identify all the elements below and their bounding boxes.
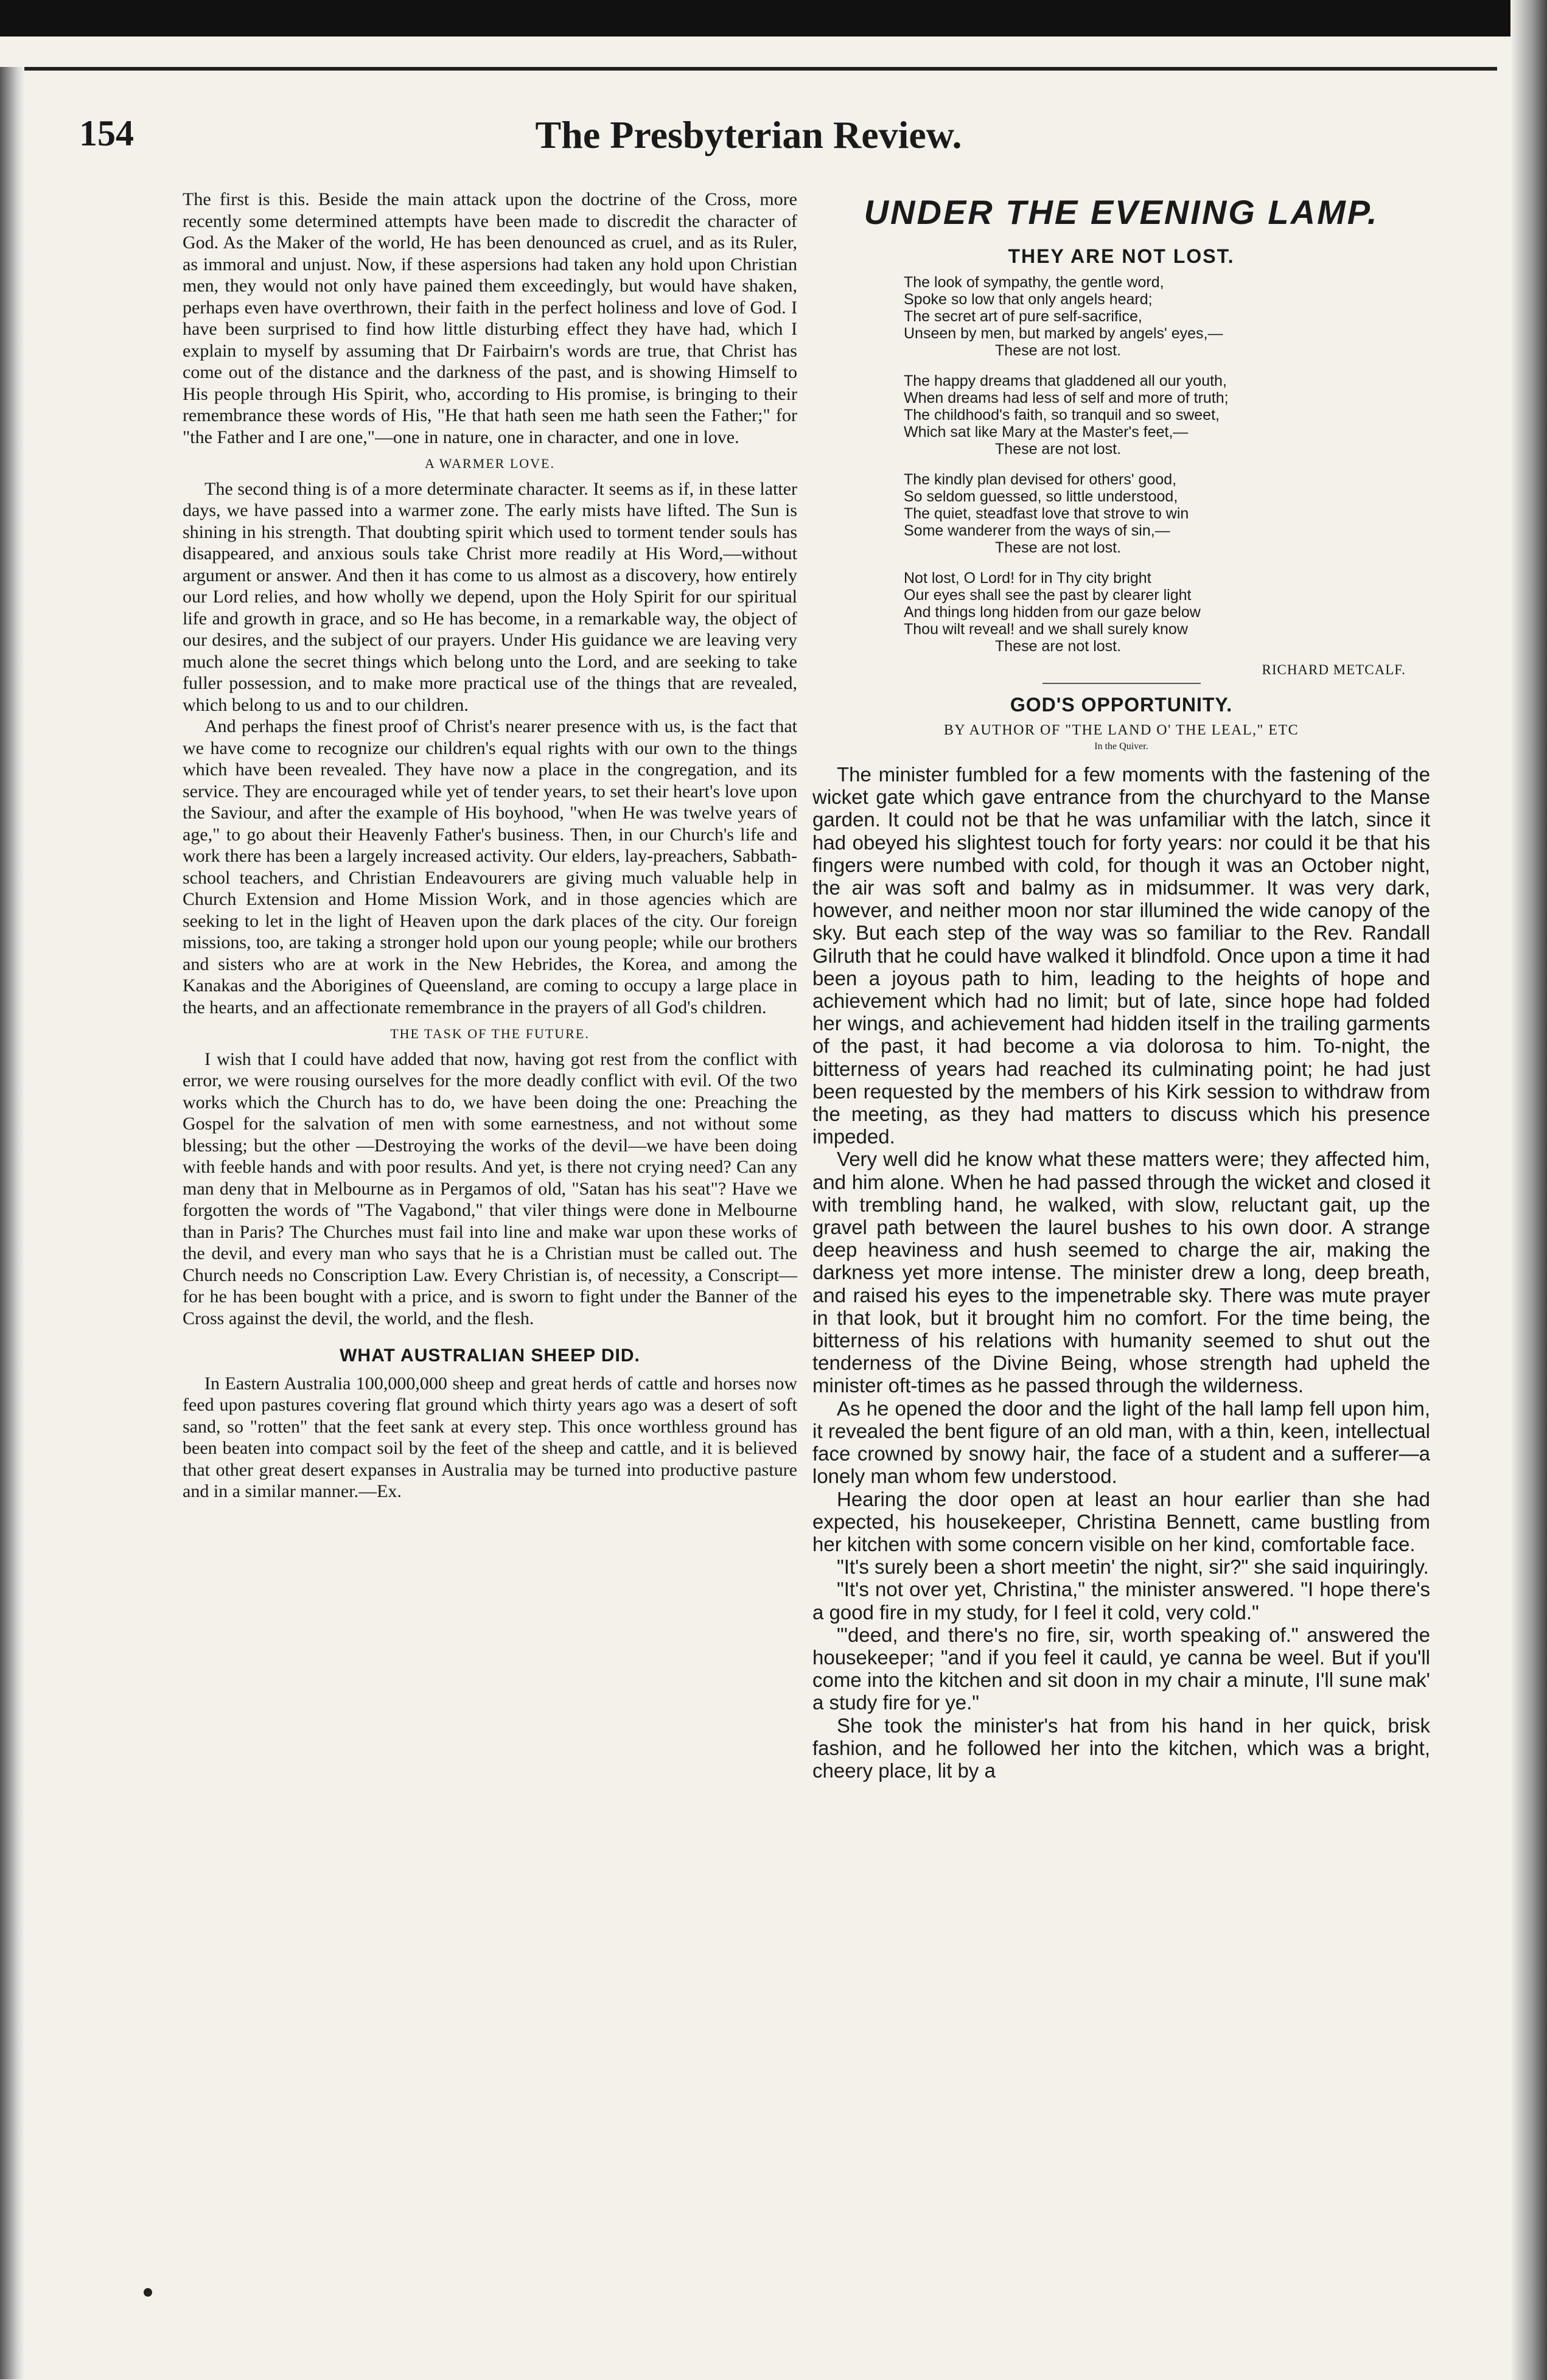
poem-line: Spoke so low that only angels heard; — [904, 291, 1153, 308]
article-continuation — [183, 189, 797, 1502]
poem-line: The secret art of pure self-sacrifice, — [904, 308, 1142, 325]
story-paragraph: Hearing the door open at least an hour earlier than she had expected, his housekeeper, Christina Bennett, came bustling from her kitchen with some concern visible on her kind, comfortable face. — [812, 1487, 1430, 1555]
article-paragraph: And perhaps the finest proof of Christ's nearer presence with us, is the fact that we have come to recognize our children's equal rights with our own to the things which have been revealed. They have now a place in the congregation, and its service. They are encouraged while yet of tender years, to set their heart's love upon the Saviour, and after the example of His boyhood, "when He was twelve years of age," to go about their Heavenly Father's business. Then, in our Church's life and work there has been a largely increased activity. Our elders, lay-preachers, Sabbath-school teachers, and Christian Endeavourers are giving much valuable help in Church Extension and Home Mission Work, and in those agencies which are seeking to let in the light of Heaven upon the dark places of the city. Our foreign missions, too, are taking a stronger hold upon our young people; while our brothers and sisters who are at work in the New Hebrides, the Korea, and among the Kanakas and the Aborigines of Queensland, are coming to occupy a large place in the hearts, and an affectionate remembrance in the prayers of all God's children. — [183, 716, 797, 1017]
scan-left-edge — [0, 67, 24, 2379]
subhead-warmer-love: A WARMER LOVE. — [425, 456, 555, 471]
journal-title: The Presbyterian Review. — [535, 113, 962, 156]
poem-line: The look of sympathy, the gentle word, — [904, 274, 1164, 291]
poem-refrain: These are not lost. — [995, 441, 1122, 458]
subhead-task-of-future: THE TASK OF THE FUTURE. — [390, 1026, 590, 1041]
story-paragraph: She took the minister's hat from his hand in her quick, brisk fashion, and he followed her into the kitchen, which was a bright, cheery place, lit by a — [812, 1714, 1430, 1782]
section-divider — [1042, 683, 1201, 684]
feature-title: UNDER THE EVENING LAMP. — [864, 193, 1379, 231]
story-paragraph: "'deed, and there's no fire, sir, worth speaking of." answered the housekeeper; "and if you feel it cauld, ye canna be weel. But if you'll come into the kitchen and sit doon in my chair a minute, I'll sune mak' a study fire for ye." — [812, 1623, 1430, 1714]
article-paragraph: I wish that I could have added that now, having got rest from the conflict with error, we were rousing ourselves for the more deadly conflict with evil. Of the two works which the Church has to do, we have been doing the one: Preaching the Gospel for the salvation of men with some earnestness, and not without some blessing; but the other —Destroying the works of the devil—we have been doing with feeble hands and with poor results. And yet, is there not crying need? Can any man deny that in Melbourne as in Pergamos of old, "Satan has his seat"? Have we forgotten the words of "The Vagabond," that viler things were done in Melbourne than in Paris? The Churches must fail into line and make war upon these works of the devil, and every man who says that he is a Christian must be called out. The Church needs no Conscription Law. Every Christian is, of necessity, a Conscript—for he has been bought with a price, and is sworn to fight under the Banner of the Cross against the devil, the world, and the flesh. — [183, 1049, 797, 1328]
poem-refrain: These are not lost. — [995, 342, 1122, 359]
story-title: GOD'S OPPORTUNITY. — [1010, 694, 1233, 716]
story-paragraph: The minister fumbled for a few moments with the fastening of the wicket gate which gave entrance from the churchyard to the Manse garden. It could not be that he was unfamiliar with the latch, since it had obeyed his slightest touch for forty years: nor could it be that his fingers were numbed with cold, for though it was an October night, the air was soft and balmy as in midsummer. It was very dark, however, and neither moon nor star illumined the wide canopy of the sky. But each step of the way was so familiar to the Rev. Randall Gilruth that he could have walked it blindfold. Once upon a time it had been a joyous path to him, leading to the heights of hope and achievement which had no limit; but of late, since hope had folded her wings, and achievement had hidden itself in the trailing garments of the past, it had become a via dolorosa to him. To-night, the bitterness of years had reached its culminating point; he had just been requested by the members of his Kirk session to withdraw from the meeting, as they had matters to discuss which his presence impeded. — [812, 763, 1430, 1148]
poem-line: When dreams had less of self and more of truth; — [904, 389, 1229, 407]
poem-line: The quiet, steadfast love that strove to win — [904, 505, 1189, 522]
poem-line: And things long hidden from our gaze below — [904, 604, 1201, 621]
sheep-article-heading: WHAT AUSTRALIAN SHEEP DID. — [340, 1345, 640, 1366]
poem-stanza — [904, 372, 1430, 458]
poem-stanza — [904, 471, 1430, 556]
poem-line: Our eyes shall see the past by clearer light — [904, 587, 1192, 604]
poem-line: Thou wilt reveal! and we shall surely know — [904, 621, 1188, 638]
story-paragraph: As he opened the door and the light of the hall lamp fell upon him, it revealed the bent figure of an old man, with a thin, keen, intellectual face crowned by snowy hair, the face of a student and a sufferer—a lonely man whom few understood. — [812, 1397, 1430, 1488]
scan-top-border — [0, 0, 1547, 37]
article-paragraph: The second thing is of a more determinate character. It seems as if, in these latter days, we have passed into a warmer zone. The early mists have lifted. The Sun is shining in his strength. That doubting spirit which used to torment tender souls has disappeared, and anxious souls take Christ more readily at His Word,—without argument or answer. And then it has come to us almost as a discovery, how entirely our Lord relies, and how wholly we depend, upon the Holy Spirit for our spiritual life and growth in grace, and so He has become, in a remarkable way, the object of our desires, and the subject of our prayers. Under His guidance we are leaving very much alone the secret things which belong unto the Lord, and are seeking to take fuller possession, and to make more practical use of the things that are revealed, which belong to us and to our children. — [183, 478, 797, 715]
story-paragraph: Very well did he know what these matters were; they affected him, and him alone. When he had passed through the wicket and closed it with trembling hand, he walked, with slow, reluctant gait, up the gravel path between the laurel bushes to his own door. A strange deep heaviness and hush seemed to charge the air, making the darkness yet more intense. The minister drew a long, deep breath, and raised his eyes to the impenetrable sky. There was mute prayer in that look, but it brought him no comfort. For the time being, the bitterness of his relations with humanity seemed to shut out the tenderness of the Divine Being, whose strength had upheld the minister oft-times as he passed through the wilderness. — [812, 1148, 1430, 1397]
sheep-article-paragraph: In Eastern Australia 100,000,000 sheep and great herds of cattle and horses now feed upon pastures covering flat ground which thirty years ago was a desert of soft sand, so "rotten" that the feet sank at every step. This once worthless ground has been beaten into compact soil by the feet of the sheep and cattle, and it is believed that other great desert expanses in Australia may be turned into productive pasture and in a similar manner.—Ex. — [183, 1373, 797, 1501]
poem-line: The kindly plan devised for others' good, — [904, 471, 1177, 488]
poem-stanza — [904, 570, 1430, 655]
margin-dot — [144, 2288, 152, 2297]
story-source: In the Quiver. — [1094, 741, 1148, 752]
poem-line: Some wanderer from the ways of sin,— — [904, 522, 1170, 539]
poem-author: RICHARD METCALF. — [1262, 662, 1406, 677]
scan-right-edge — [1510, 0, 1547, 2380]
poem-line: The happy dreams that gladdened all our youth, — [904, 372, 1227, 389]
poem-refrain: These are not lost. — [995, 638, 1122, 655]
story-paragraph: "It's not over yet, Christina," the minister answered. "I hope there's a good fire in my study, for I feel it cold, very cold." — [812, 1578, 1430, 1624]
poem-line: Not lost, O Lord! for in Thy city bright — [904, 570, 1151, 587]
left-column — [183, 189, 797, 1502]
article-paragraph: The first is this. Beside the main attack upon the doctrine of the Cross, more recently some determined attempts have been made to discredit the character of God. As the Maker of the world, He has been denounced as cruel, and as its Ruler, as immoral and unjust. Now, if these aspersions had taken any hold upon Christian men, they would not only have pained them exceedingly, but would have shaken, perhaps even have overthrown, their faith in the perfect holiness and love of God. I have been surprised to find how little disturbing effect they have had, which I explain to myself by assuming that Dr Fairbairn's words are true, that Christ has come out of the distance and the darkness of the past, and is showing Himself to His people through His Spirit, who, according to His promise, is bringing to their remembrance these words of His, "He that hath seen me hath seen the Father;" for "the Father and I are one,"—one in nature, one in character, and one in love. — [183, 189, 797, 447]
story-byline: BY AUTHOR OF "THE LAND O' THE LEAL," ETC — [943, 722, 1299, 738]
poem-line: So seldom guessed, so little understood, — [904, 488, 1178, 505]
poem-line: Unseen by men, but marked by angels' eyes,— — [904, 325, 1223, 342]
page-number: 154 — [79, 113, 134, 153]
story-body — [812, 763, 1430, 1782]
page-top-rule — [24, 37, 1497, 71]
right-column — [812, 189, 1430, 1782]
poem-refrain: These are not lost. — [995, 539, 1122, 556]
poem-title: THEY ARE NOT LOST. — [1008, 245, 1235, 267]
page-header — [79, 113, 1418, 180]
story-paragraph: "It's surely been a short meetin' the night, sir?" she said inquiringly. — [837, 1555, 1429, 1579]
poem-line: Which sat like Mary at the Master's feet,— — [904, 424, 1189, 441]
poem-line: The childhood's faith, so tranquil and so sweet, — [904, 407, 1220, 424]
poem-stanza — [904, 274, 1430, 359]
